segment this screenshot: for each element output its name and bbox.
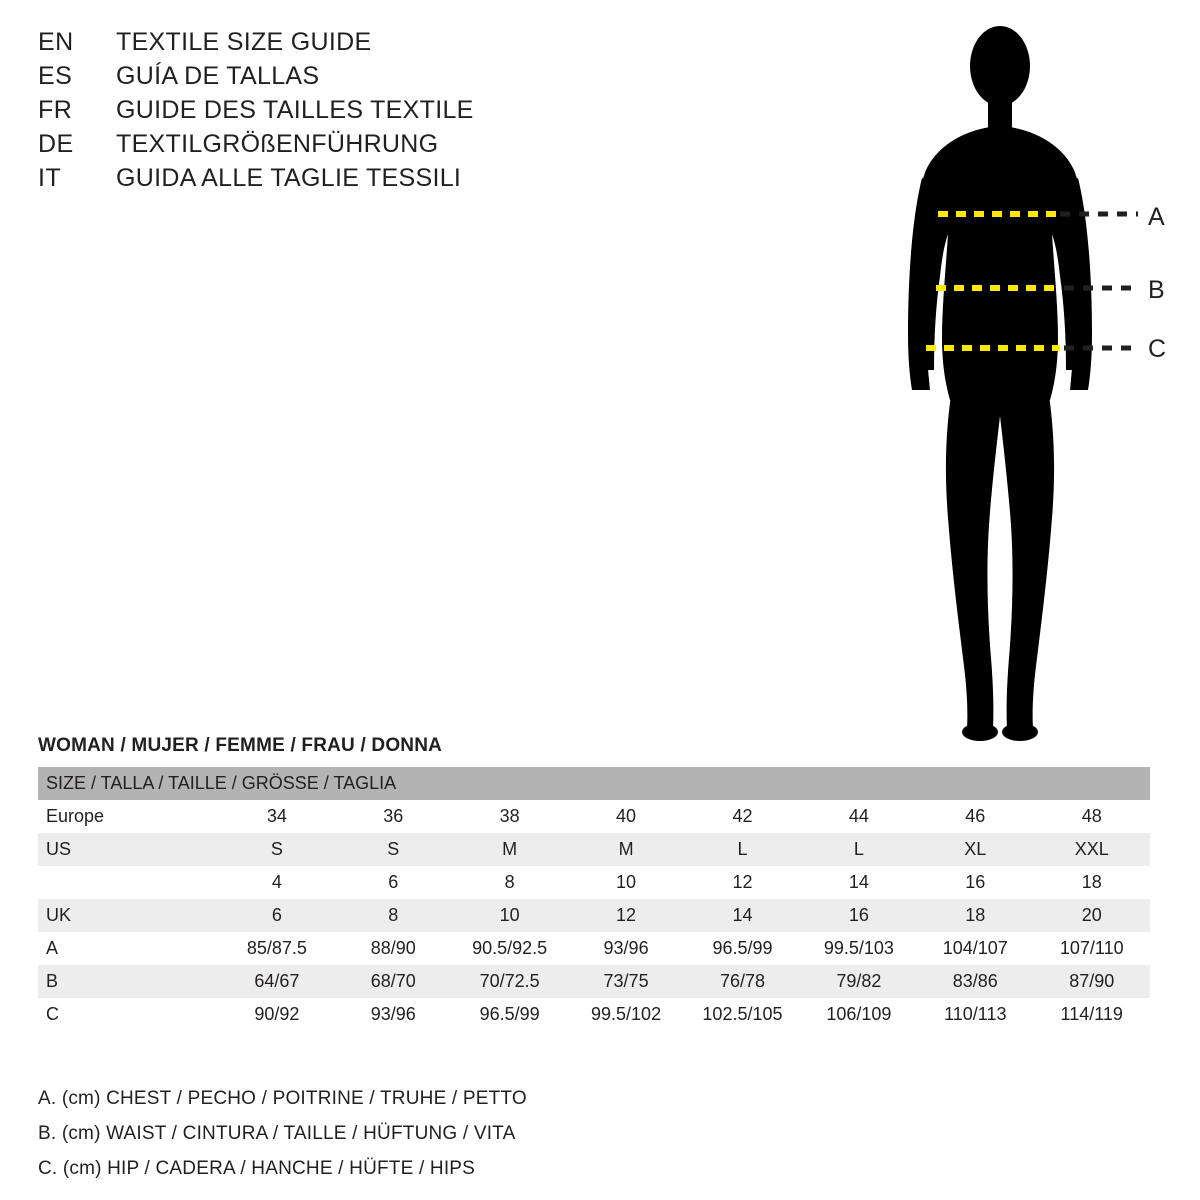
female-silhouette-icon bbox=[860, 18, 1190, 748]
title-lang-it: IT bbox=[38, 164, 62, 192]
marker-label-a: A bbox=[1148, 203, 1165, 231]
cell: S bbox=[335, 833, 451, 866]
cell: 99.5/103 bbox=[801, 932, 917, 965]
section-caption: WOMAN / MUJER / FEMME / FRAU / DONNA bbox=[38, 735, 443, 756]
row-label-europe: Europe bbox=[38, 800, 219, 833]
table-row bbox=[38, 899, 1150, 932]
legend-line-b: B. (cm) WAIST / CINTURA / TAILLE / HÜFTUNG / VITA bbox=[38, 1123, 516, 1144]
cell: 4 bbox=[219, 866, 335, 899]
cell: 6 bbox=[335, 866, 451, 899]
cell: 8 bbox=[335, 899, 451, 932]
cell: 104/107 bbox=[917, 932, 1033, 965]
legend-line-c: C. (cm) HIP / CADERA / HANCHE / HÜFTE / HIPS bbox=[38, 1158, 476, 1179]
cell: 16 bbox=[917, 866, 1033, 899]
row-label-us-numeric bbox=[38, 866, 219, 899]
title-text-de: TEXTILGRÖßENFÜHRUNG bbox=[116, 130, 439, 158]
cell: 36 bbox=[335, 800, 451, 833]
cell: 16 bbox=[801, 899, 917, 932]
table-row bbox=[38, 932, 1150, 965]
table-row bbox=[38, 866, 1150, 899]
cell: 8 bbox=[451, 866, 567, 899]
cell: 10 bbox=[568, 866, 684, 899]
cell: L bbox=[684, 833, 800, 866]
table-row bbox=[38, 965, 1150, 998]
row-label-a: A bbox=[38, 932, 219, 965]
cell: 107/110 bbox=[1033, 932, 1150, 965]
cell: 6 bbox=[219, 899, 335, 932]
table-row bbox=[38, 833, 1150, 866]
cell: 48 bbox=[1033, 800, 1150, 833]
row-label-b: B bbox=[38, 965, 219, 998]
cell: 85/87.5 bbox=[219, 932, 335, 965]
cell: 64/67 bbox=[219, 965, 335, 998]
title-text-it: GUIDA ALLE TAGLIE TESSILI bbox=[116, 164, 462, 192]
title-lang-de: DE bbox=[38, 130, 74, 158]
cell: 106/109 bbox=[801, 998, 917, 1031]
legend bbox=[38, 1088, 738, 1193]
title-row-es bbox=[38, 62, 658, 96]
table-header-row bbox=[38, 767, 1150, 800]
title-block bbox=[38, 28, 658, 198]
size-table-section bbox=[38, 735, 1150, 1031]
body-figure bbox=[860, 18, 1190, 748]
row-label-us: US bbox=[38, 833, 219, 866]
cell: 99.5/102 bbox=[568, 998, 684, 1031]
cell: 14 bbox=[684, 899, 800, 932]
title-row-de bbox=[38, 130, 658, 164]
cell: 88/90 bbox=[335, 932, 451, 965]
cell: 70/72.5 bbox=[451, 965, 567, 998]
cell: 87/90 bbox=[1033, 965, 1150, 998]
legend-line-a: A. (cm) CHEST / PECHO / POITRINE / TRUHE / PETTO bbox=[38, 1088, 527, 1109]
cell: 102.5/105 bbox=[684, 998, 800, 1031]
title-row-en bbox=[38, 28, 658, 62]
title-lang-fr: FR bbox=[38, 96, 73, 124]
cell: 93/96 bbox=[335, 998, 451, 1031]
title-row-it bbox=[38, 164, 658, 198]
size-table bbox=[38, 767, 1150, 1031]
cell: 34 bbox=[219, 800, 335, 833]
cell: 96.5/99 bbox=[684, 932, 800, 965]
cell: 90.5/92.5 bbox=[451, 932, 567, 965]
cell: 76/78 bbox=[684, 965, 800, 998]
cell: 18 bbox=[917, 899, 1033, 932]
row-label-uk: UK bbox=[38, 899, 219, 932]
cell: 68/70 bbox=[335, 965, 451, 998]
cell: 46 bbox=[917, 800, 1033, 833]
title-text-fr: GUIDE DES TAILLES TEXTILE bbox=[116, 96, 474, 124]
marker-label-c: C bbox=[1148, 335, 1167, 363]
cell: 114/119 bbox=[1033, 998, 1150, 1031]
cell: 79/82 bbox=[801, 965, 917, 998]
table-row bbox=[38, 800, 1150, 833]
cell: 10 bbox=[451, 899, 567, 932]
cell: 18 bbox=[1033, 866, 1150, 899]
title-row-fr bbox=[38, 96, 658, 130]
cell: M bbox=[451, 833, 567, 866]
cell: 12 bbox=[568, 899, 684, 932]
title-lang-en: EN bbox=[38, 28, 74, 56]
cell: 83/86 bbox=[917, 965, 1033, 998]
cell: 20 bbox=[1033, 899, 1150, 932]
title-lang-es: ES bbox=[38, 62, 73, 90]
cell: XXL bbox=[1033, 833, 1150, 866]
cell: XL bbox=[917, 833, 1033, 866]
title-text-es: GUÍA DE TALLAS bbox=[116, 62, 320, 90]
marker-label-b: B bbox=[1148, 276, 1165, 304]
cell: 93/96 bbox=[568, 932, 684, 965]
cell: 110/113 bbox=[917, 998, 1033, 1031]
cell: 12 bbox=[684, 866, 800, 899]
cell: M bbox=[568, 833, 684, 866]
table-row bbox=[38, 998, 1150, 1031]
cell: L bbox=[801, 833, 917, 866]
cell: 40 bbox=[568, 800, 684, 833]
table-header-label: SIZE / TALLA / TAILLE / GRÖSSE / TAGLIA bbox=[38, 767, 1150, 800]
cell: 96.5/99 bbox=[451, 998, 567, 1031]
title-text-en: TEXTILE SIZE GUIDE bbox=[116, 28, 372, 56]
cell: 42 bbox=[684, 800, 800, 833]
row-label-c: C bbox=[38, 998, 219, 1031]
cell: 14 bbox=[801, 866, 917, 899]
cell: 38 bbox=[451, 800, 567, 833]
cell: 44 bbox=[801, 800, 917, 833]
cell: 90/92 bbox=[219, 998, 335, 1031]
cell: 73/75 bbox=[568, 965, 684, 998]
cell: S bbox=[219, 833, 335, 866]
